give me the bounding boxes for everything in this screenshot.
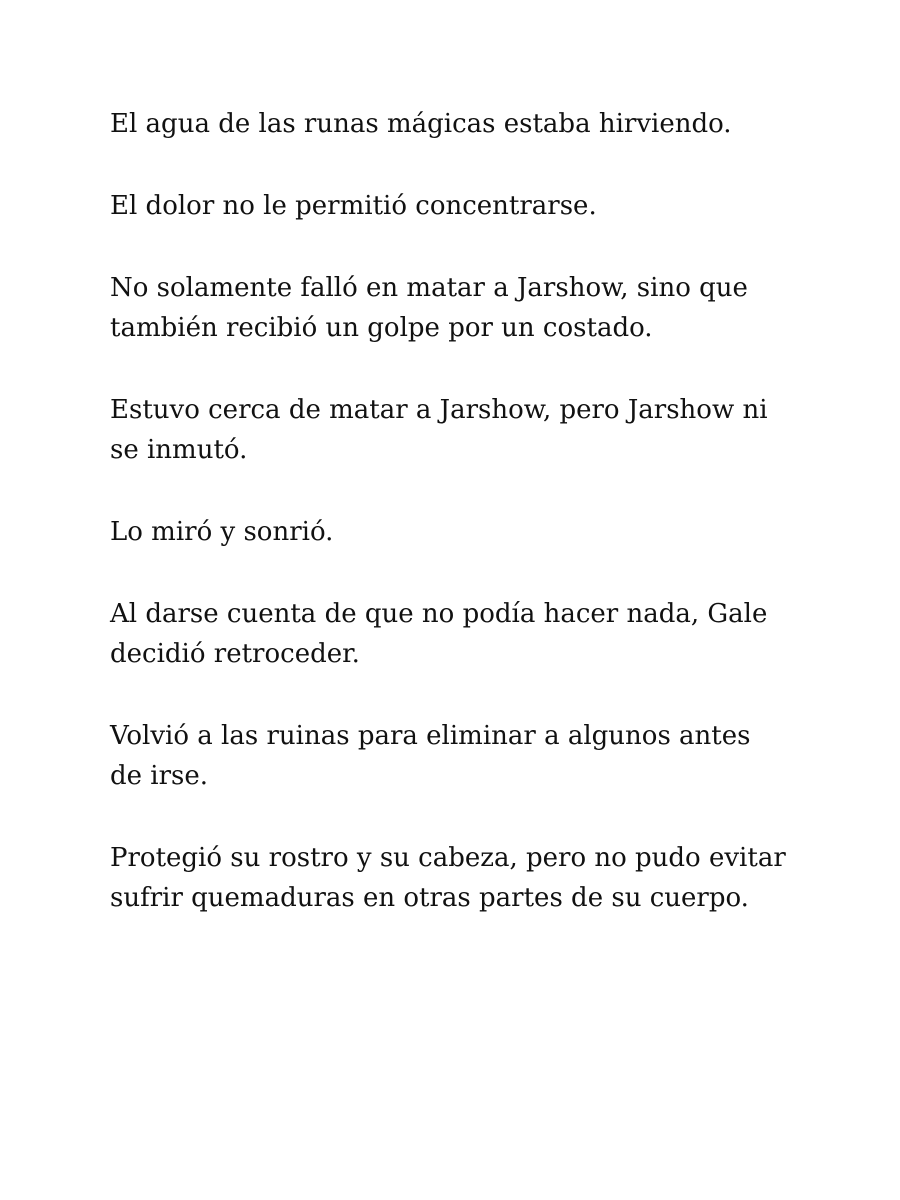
paragraph-7: Volvió a las ruinas para eliminar a algunos antes de irse. [110, 721, 751, 791]
paragraph-2: El dolor no le permitió concentrarse. [110, 191, 597, 221]
paragraph-5: Lo miró y sonrió. [110, 517, 334, 547]
paragraph-4: Estuvo cerca de matar a Jarshow, pero Jarshow ni se inmutó. [110, 395, 768, 465]
paragraph-6: Al darse cuenta de que no podía hacer nada, Gale decidió retroceder. [110, 599, 768, 669]
paragraph-3: No solamente falló en matar a Jarshow, sino que también recibió un golpe por un costado. [110, 273, 748, 343]
paragraph-8: Protegió su rostro y su cabeza, pero no pudo evitar sufrir quemaduras en otras partes de su cuerpo. [110, 843, 786, 913]
paragraph-1: El agua de las runas mágicas estaba hirviendo. [110, 109, 732, 139]
